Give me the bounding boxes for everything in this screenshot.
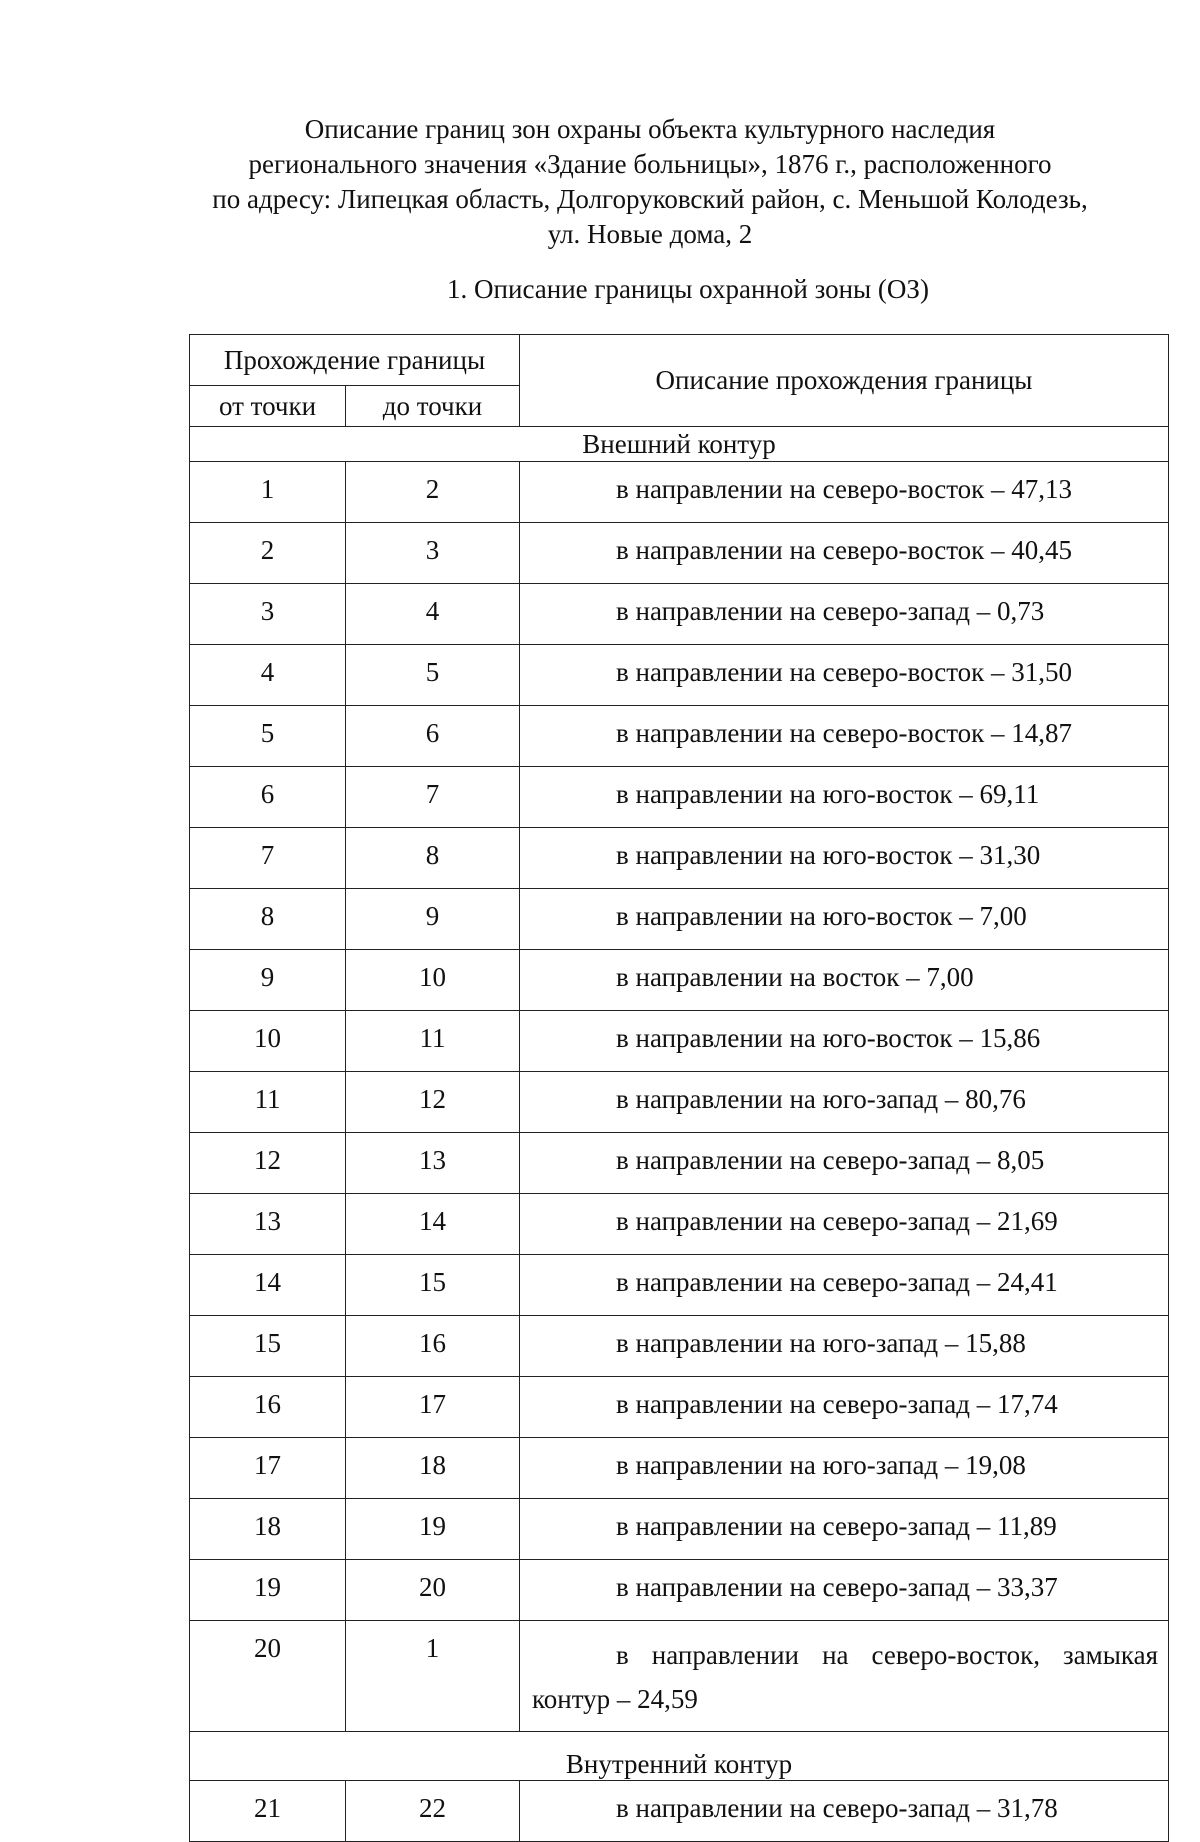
point-to-cell: 4 <box>346 584 520 645</box>
point-to-cell: 22 <box>346 1781 520 1842</box>
point-to-cell: 3 <box>346 523 520 584</box>
table-row <box>190 1438 1169 1499</box>
description-cell: в направлении на северо-запад – 31,78 <box>520 1781 1169 1842</box>
inner-contour-label: Внутренний контур <box>190 1732 1169 1781</box>
point-to-cell: 12 <box>346 1072 520 1133</box>
table-row <box>190 1072 1169 1133</box>
table-row <box>190 523 1169 584</box>
description-cell: в направлении на юго-восток – 69,11 <box>520 767 1169 828</box>
title-line: регионального значения «Здание больницы», 1876 г., расположенного <box>248 149 1052 179</box>
point-from-cell: 20 <box>190 1621 346 1732</box>
point-from-cell: 4 <box>190 645 346 706</box>
description-cell: в направлении на северо-запад – 8,05 <box>520 1133 1169 1194</box>
table-row <box>190 889 1169 950</box>
description-cell: в направлении на северо-запад – 24,41 <box>520 1255 1169 1316</box>
point-from-cell: 3 <box>190 584 346 645</box>
point-to-cell: 1 <box>346 1621 520 1732</box>
table-row <box>190 645 1169 706</box>
point-to-cell: 18 <box>346 1438 520 1499</box>
description-cell: в направлении на юго-запад – 19,08 <box>520 1438 1169 1499</box>
table-row <box>190 1316 1169 1377</box>
point-to-cell: 11 <box>346 1011 520 1072</box>
table-row <box>190 706 1169 767</box>
point-to-cell: 7 <box>346 767 520 828</box>
point-from-cell: 2 <box>190 523 346 584</box>
description-cell: в направлении на северо-восток – 40,45 <box>520 523 1169 584</box>
title-line: по адресу: Липецкая область, Долгоруковский район, с. Меньшой Колодезь, <box>212 184 1088 214</box>
description-cell: в направлении на юго-запад – 80,76 <box>520 1072 1169 1133</box>
header-from-point: от точки <box>190 386 346 427</box>
point-from-cell: 10 <box>190 1011 346 1072</box>
table-row <box>190 1499 1169 1560</box>
description-cell: в направлении на северо-восток – 31,50 <box>520 645 1169 706</box>
point-from-cell: 9 <box>190 950 346 1011</box>
description-cell: в направлении на северо-восток – 14,87 <box>520 706 1169 767</box>
table-header-row <box>190 335 1169 386</box>
description-cell: в направлении на юго-восток – 7,00 <box>520 889 1169 950</box>
description-cell: в направлении на юго-восток – 31,30 <box>520 828 1169 889</box>
description-cell: в направлении на северо-запад – 33,37 <box>520 1560 1169 1621</box>
point-from-cell: 18 <box>190 1499 346 1560</box>
table-row <box>190 584 1169 645</box>
description-cell: в направлении на северо-запад – 11,89 <box>520 1499 1169 1560</box>
point-to-cell: 20 <box>346 1560 520 1621</box>
table-row-closing <box>190 1621 1169 1732</box>
point-from-cell: 15 <box>190 1316 346 1377</box>
boundary-table <box>189 334 1169 1842</box>
description-cell: в направлении на северо-запад – 0,73 <box>520 584 1169 645</box>
point-to-cell: 13 <box>346 1133 520 1194</box>
description-cell: в направлении на юго-восток – 15,86 <box>520 1011 1169 1072</box>
table-row <box>190 950 1169 1011</box>
point-from-cell: 14 <box>190 1255 346 1316</box>
description-line: контур – 24,59 <box>532 1684 698 1714</box>
description-cell: в направлении на северо-запад – 17,74 <box>520 1377 1169 1438</box>
table-row <box>190 462 1169 523</box>
point-from-cell: 19 <box>190 1560 346 1621</box>
point-from-cell: 12 <box>190 1133 346 1194</box>
table-row <box>190 1011 1169 1072</box>
description-line: в направлении на северо-восток, замыкая <box>616 1640 1158 1670</box>
point-from-cell: 21 <box>190 1781 346 1842</box>
point-to-cell: 6 <box>346 706 520 767</box>
table-row <box>190 1781 1169 1842</box>
description-cell: в направлении на восток – 7,00 <box>520 950 1169 1011</box>
table-row <box>190 1194 1169 1255</box>
header-boundary-passage: Прохождение границы <box>190 335 520 386</box>
point-to-cell: 2 <box>346 462 520 523</box>
point-to-cell: 5 <box>346 645 520 706</box>
table-row <box>190 767 1169 828</box>
title-line: Описание границ зон охраны объекта культурного наследия <box>304 114 996 144</box>
point-from-cell: 1 <box>190 462 346 523</box>
point-from-cell: 13 <box>190 1194 346 1255</box>
table-row <box>190 1560 1169 1621</box>
inner-contour-row <box>190 1732 1169 1781</box>
point-to-cell: 9 <box>346 889 520 950</box>
title-line: ул. Новые дома, 2 <box>547 219 753 249</box>
table-row <box>190 828 1169 889</box>
point-to-cell: 10 <box>346 950 520 1011</box>
point-to-cell: 19 <box>346 1499 520 1560</box>
description-cell: в направлении на юго-запад – 15,88 <box>520 1316 1169 1377</box>
point-from-cell: 7 <box>190 828 346 889</box>
table-row <box>190 1255 1169 1316</box>
document-title <box>150 112 1150 252</box>
table-row <box>190 1377 1169 1438</box>
point-to-cell: 14 <box>346 1194 520 1255</box>
point-from-cell: 8 <box>190 889 346 950</box>
point-from-cell: 5 <box>190 706 346 767</box>
outer-contour-label: Внешний контур <box>190 427 1169 462</box>
point-from-cell: 17 <box>190 1438 346 1499</box>
section-heading: 1. Описание границы охранной зоны (ОЗ) <box>447 274 929 304</box>
point-to-cell: 8 <box>346 828 520 889</box>
point-from-cell: 6 <box>190 767 346 828</box>
outer-contour-row <box>190 427 1169 462</box>
point-from-cell: 16 <box>190 1377 346 1438</box>
point-from-cell: 11 <box>190 1072 346 1133</box>
description-cell <box>520 1621 1169 1732</box>
point-to-cell: 16 <box>346 1316 520 1377</box>
point-to-cell: 17 <box>346 1377 520 1438</box>
description-cell: в направлении на северо-запад – 21,69 <box>520 1194 1169 1255</box>
header-to-point: до точки <box>346 386 520 427</box>
header-description: Описание прохождения границы <box>520 335 1169 427</box>
point-to-cell: 15 <box>346 1255 520 1316</box>
description-cell: в направлении на северо-восток – 47,13 <box>520 462 1169 523</box>
table-row <box>190 1133 1169 1194</box>
